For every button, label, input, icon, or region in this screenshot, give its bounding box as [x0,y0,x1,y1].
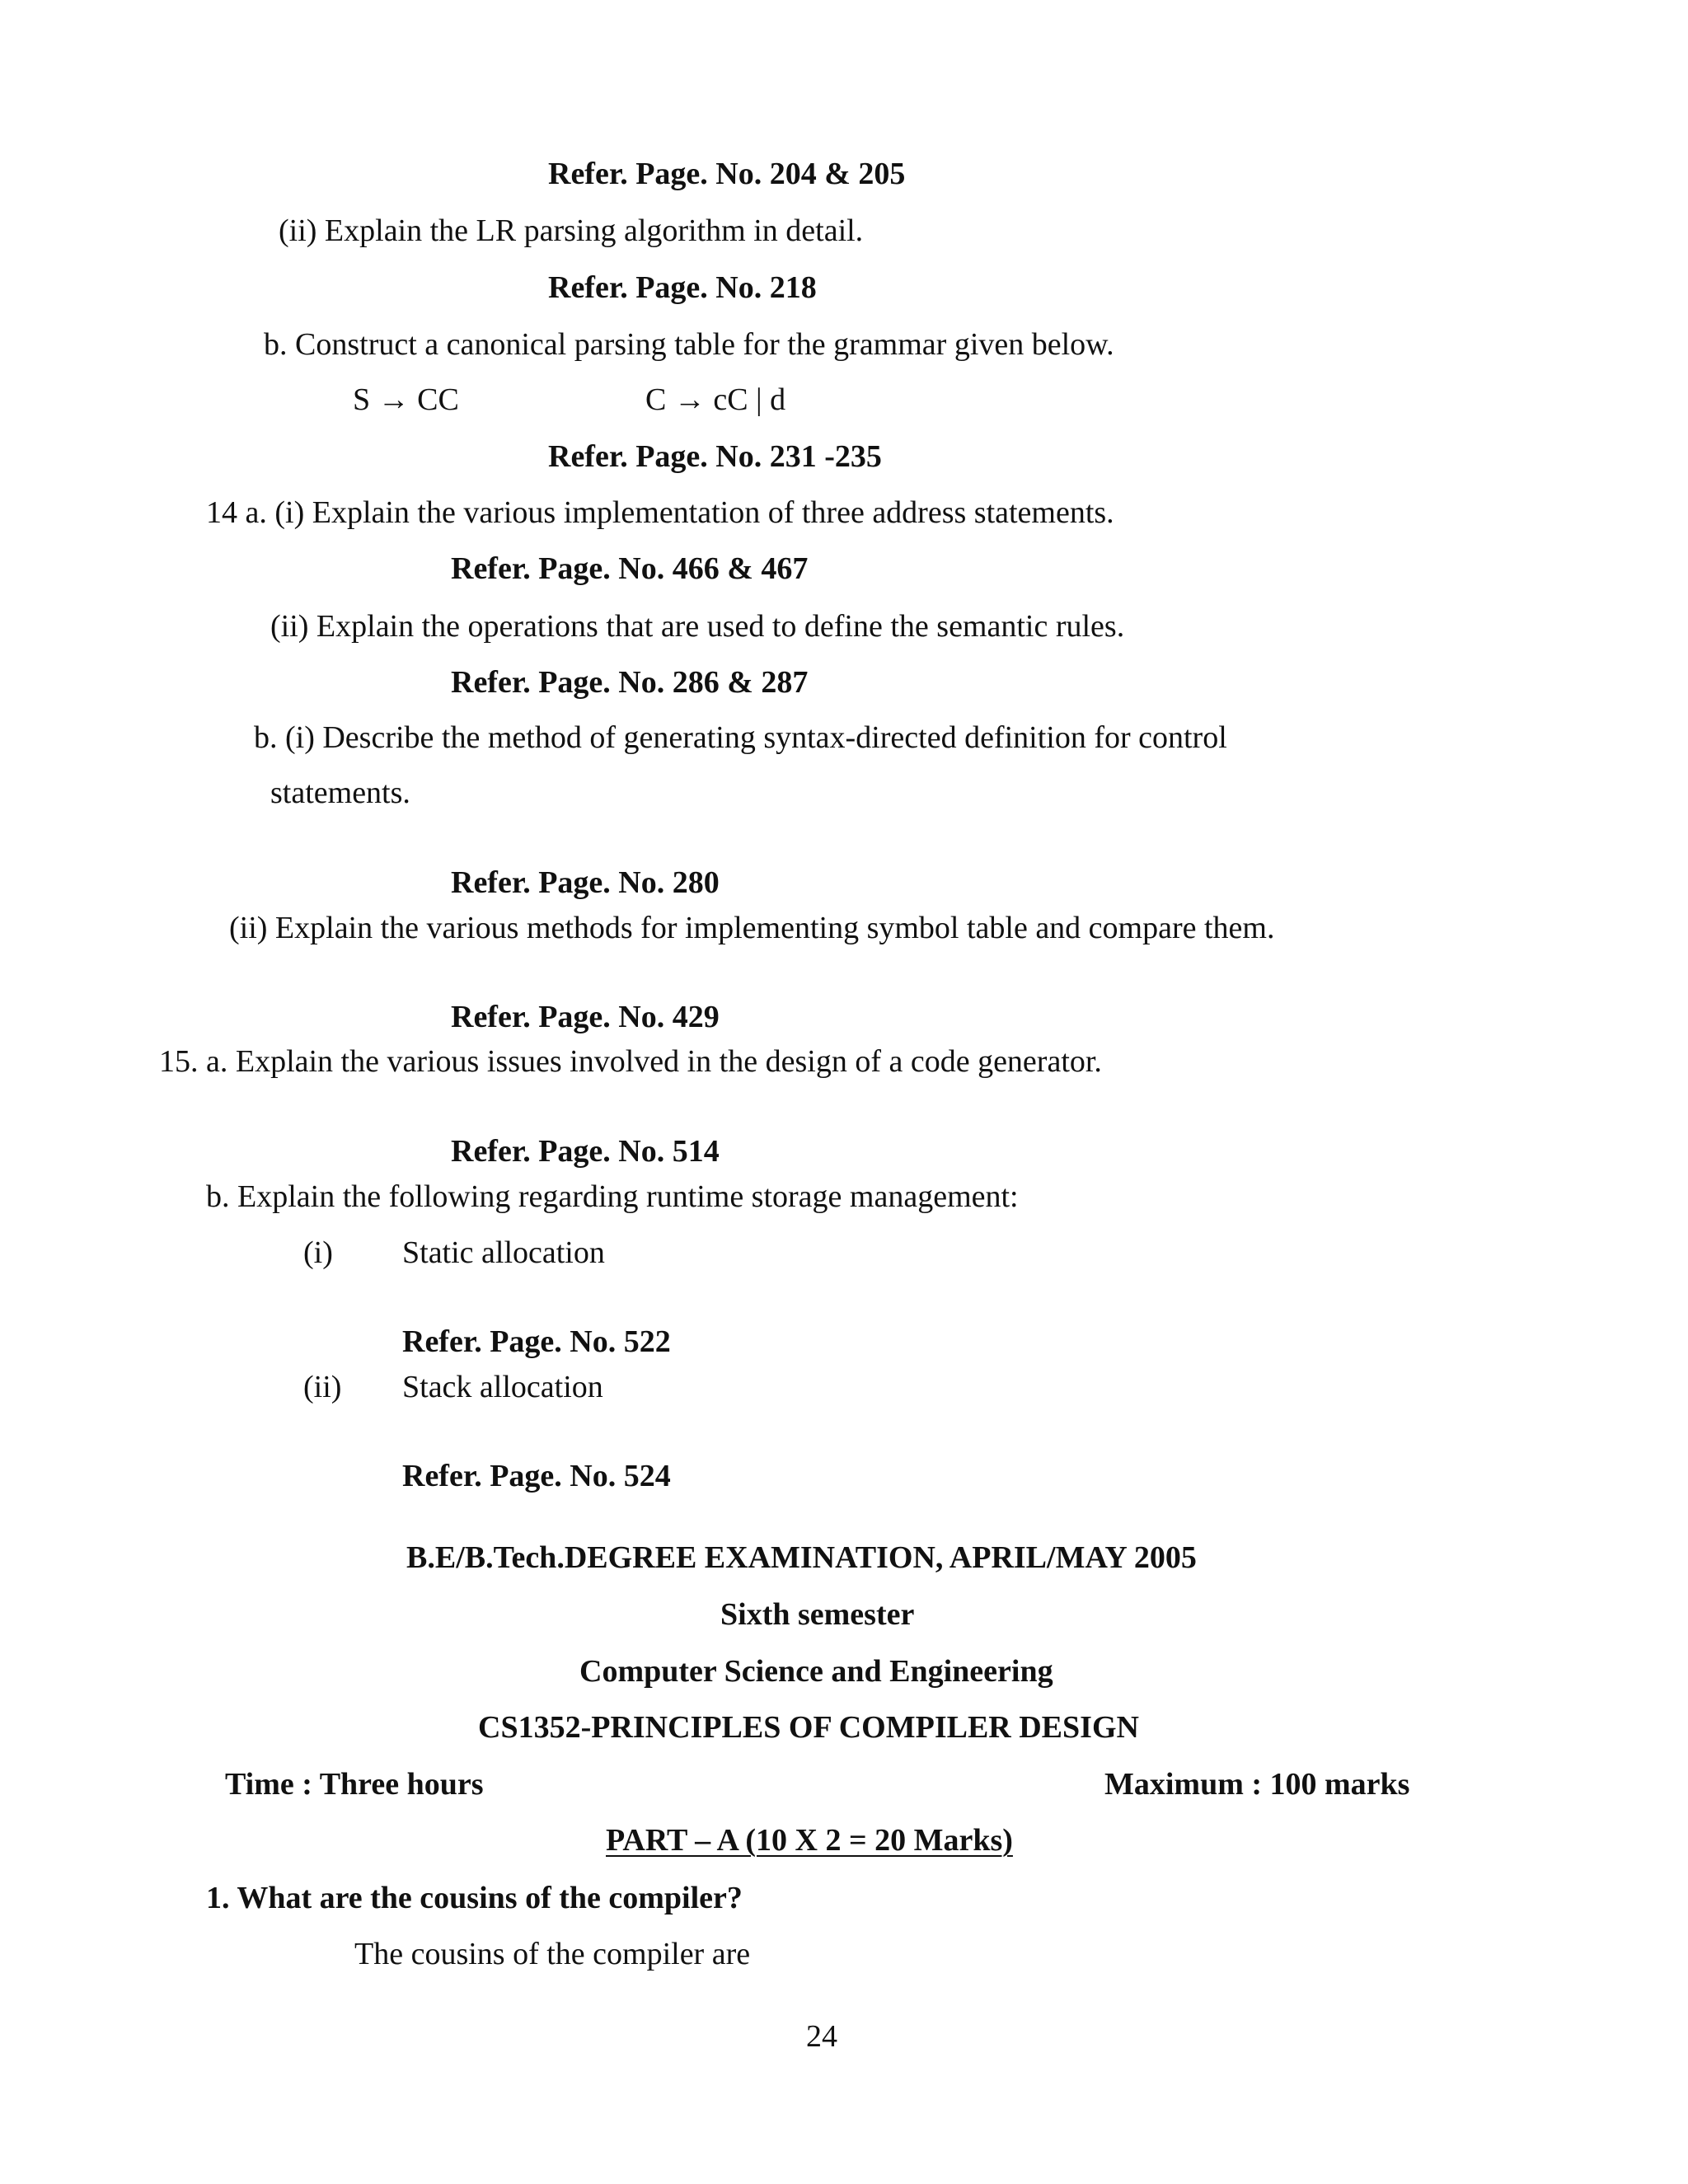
reference-line: Refer. Page. No. 218 [548,270,817,305]
exam-semester: Sixth semester [720,1597,915,1632]
reference-line: Refer. Page. No. 204 & 205 [548,157,906,191]
question-line: 14 a. (i) Explain the various implementation of three address statements. [206,495,1114,530]
reference-line: Refer. Page. No. 522 [402,1324,671,1359]
reference-line: Refer. Page. No. 286 & 287 [451,665,809,700]
reference-line: Refer. Page. No. 280 [451,865,720,900]
answer-text: The cousins of the compiler are [354,1937,751,1971]
question-line: b. Construct a canonical parsing table for the grammar given below. [264,327,1114,362]
reference-line: Refer. Page. No. 524 [402,1459,671,1493]
reference-line: Refer. Page. No. 514 [451,1134,720,1169]
question-line: (ii) Explain the LR parsing algorithm in detail. [279,213,864,248]
exam-time: Time : Three hours [225,1767,484,1802]
question-line: b. (i) Describe the method of generating syntax-directed definition for control [254,720,1227,755]
reference-line: Refer. Page. No. 429 [451,1000,720,1034]
list-item-text: Static allocation [402,1235,605,1270]
question-line: statements. [270,776,410,810]
exam-title: B.E/B.Tech.DEGREE EXAMINATION, APRIL/MAY 2005 [406,1540,1197,1575]
exam-max-marks: Maximum : 100 marks [1104,1767,1410,1802]
list-item-number: (ii) [303,1370,342,1404]
question-line: b. Explain the following regarding runtime storage management: [206,1179,1019,1214]
reference-line: Refer. Page. No. 231 -235 [548,439,882,474]
grammar-rule: C → cC | d [645,382,786,417]
exam-department: Computer Science and Engineering [579,1654,1053,1689]
reference-line: Refer. Page. No. 466 & 467 [451,551,809,586]
question-line: (ii) Explain the various methods for implementing symbol table and compare them. [229,911,1275,945]
question-heading: 1. What are the cousins of the compiler? [206,1881,743,1915]
course-title: CS1352-PRINCIPLES OF COMPILER DESIGN [478,1710,1139,1745]
grammar-rule: S → CC [353,382,459,417]
part-heading: PART – A (10 X 2 = 20 Marks) [606,1823,1013,1858]
list-item-number: (i) [303,1235,333,1270]
list-item-text: Stack allocation [402,1370,603,1404]
question-line: 15. a. Explain the various issues involved in the design of a code generator. [159,1044,1102,1079]
page-number: 24 [806,2019,837,2054]
question-line: (ii) Explain the operations that are used to define the semantic rules. [270,609,1125,644]
